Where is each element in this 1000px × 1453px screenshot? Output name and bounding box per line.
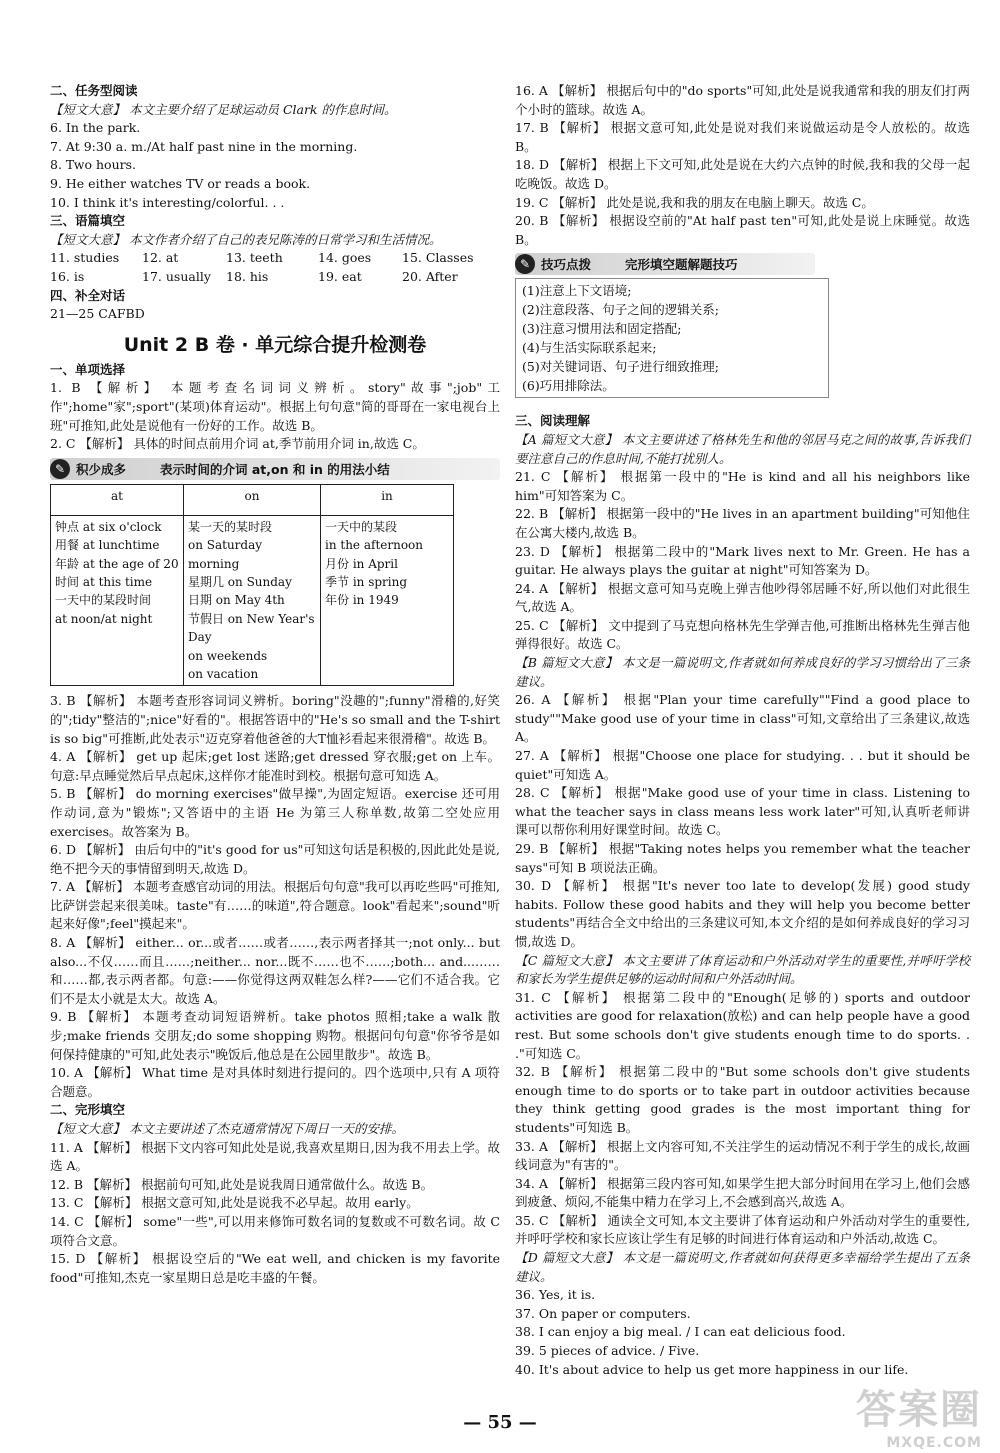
answer-item: 28. C 【解析】 根据"Make good use of your time in class. Listening to what the teacher says in class means less work later"可知,认真听老师讲课可以帮你利用好课堂时间。故选 C。: [515, 785, 970, 838]
answer-item: 17. B 【解析】 根据文意可知,此处是说对我们来说做运动是令人放松的。故选 B。: [515, 120, 970, 154]
section-title: 三、语篇填空: [50, 213, 126, 229]
section-title: 四、补全对话: [50, 287, 126, 303]
answer-item: 25. C 【解析】 文中提到了马克想向格林先生学弹吉他,可推断出格林先生弹吉他弹得很好。故选 C。: [515, 617, 970, 652]
answer-item: 40. It's about advice to help us get more happiness in our life.: [515, 1361, 909, 1377]
answer-item: 8. A 【解析】 either... or...或者……或者……,表示两者择其一;not only... but also...不仅……而且……;neither... nor...既不……也不……;both... and...……和……都,表示两者都。句意:——你觉得这两双鞋怎么样?——它们不适合我。它们不是太小就是太大。故选 A。: [50, 935, 500, 1006]
answer-item: 27. A 【解析】 根据"Choose one place for studying. . . but it should be quiet"可知选 A。: [515, 748, 970, 782]
summary: 【C 篇短文大意】 本文主要讲了体育运动和户外活动对学生的重要性,并呼吁学校和家长为学生提供足够的运动时间和户外活动时间。: [515, 952, 970, 987]
answer-line: 10. I think it's interesting/colorful. . .: [50, 194, 285, 210]
summary: 【短文大意】 本文主要介绍了足球运动员 Clark 的作息时间。: [50, 101, 397, 117]
answer-item: 36. Yes, it is.: [515, 1287, 596, 1303]
answer-line: 9. He either watches TV or reads a book.: [50, 175, 311, 191]
answer-item: 5. B 【解析】 do morning exercises"做早操",为固定短语。exercise 还可用作动词,意为"锻炼";又答语中的主语 He 为第三人称单数,故第二空处应用 exercises。故答案为 B。: [50, 786, 500, 839]
preposition-table: [50, 484, 454, 687]
skills-title: 完形填空题解题技巧: [625, 257, 738, 273]
table-cell: 某一天的某时段 on Saturday morning 星期几 on Sunday 日期 on May 4th 节假日 on New Year's Day on weekends on vacation: [183, 515, 320, 686]
watermark-main: 答案圈: [856, 1387, 982, 1433]
answer-item: 9. B 【解析】 本题考查动词短语辨析。take photos 照相;take a walk 散步;make friends 交朋友;do some shopping 购物。根据问句句意"你爷爷是如何保持健康的"可知,此处表示"晚饭后,他总是在公园里散步"。故选 B。: [50, 1009, 500, 1062]
answer-item: 23. D 【解析】 根据第二段中的"Mark lives next to Mr. Green. He has a guitar. He always plays the guitar at night"可知答案为 D。: [515, 543, 970, 578]
watermark-sub: MXQE.COM: [886, 1435, 982, 1451]
skill-item: (4)与生活实际联系起来;: [522, 340, 657, 356]
summary: 【B 篇短文大意】 本文是一篇说明文,作者就如何养成良好的学习习惯给出了三条建议。: [515, 655, 970, 689]
table-header: at: [51, 484, 184, 515]
answer-item: 22. B 【解析】 根据第一段中的"He lives in an apartment building"可知他住在公寓大楼内,故选 B。: [515, 506, 970, 540]
answer-row: [50, 249, 500, 268]
answer-item: 18. D 【解析】 根据上下文可知,此处是说在大约六点钟的时候,我和我的父母一起吃晚饭。故选 D。: [515, 157, 970, 191]
summary: 【短文大意】 本文主要讲述了杰克通常情况下周日一天的安排。: [50, 1121, 404, 1136]
watermark-logo: [856, 1378, 982, 1451]
tip-banner: [50, 458, 500, 480]
answer-item: 10. A 【解析】 What time 是对具体时刻进行提问的。四个选项中,只有 A 项符合题意。: [50, 1065, 500, 1099]
answer-cell: 14. goes: [318, 250, 372, 266]
answer-item: 4. A 【解析】 get up 起床;get lost 迷路;get dressed 穿衣服;get on 上车。句意:早点睡觉然后早点起床,这样你才能准时到校。根据句意可知选 A。: [50, 749, 500, 783]
skill-item: (6)巧用排除法。: [522, 378, 615, 394]
answer-item: 2. C 【解析】 具体的时间点前用介词 at,季节前用介词 in,故选 C。: [50, 436, 425, 452]
skills-banner: [515, 253, 815, 275]
answer-item: 32. B 【解析】 根据第二段中的"But some schools don't give students enough time to do sports or to take part in outdoor activities because they think getting good grades is the most important thing for students"可知选 B。: [515, 1064, 970, 1135]
answer-row: [50, 268, 500, 287]
skill-item: (2)注意段落、句子之间的逻辑关系;: [522, 302, 719, 318]
answer-item: 14. C 【解析】 some"一些",可以用来修饰可数名词的复数或不可数名词。故 C 项符合文意。: [50, 1213, 500, 1248]
answer-item: 39. 5 pieces of advice. / Five.: [515, 1343, 700, 1359]
answer-cell: 13. teeth: [226, 250, 283, 266]
section-title: 一、单项选择: [50, 361, 126, 377]
answer-item: 26. A 【解析】 根据"Plan your time carefully""Find a good place to study""Make good use of your time in class"可知,文章给出了三条建议,故选 A。: [515, 692, 970, 745]
answer-item: 35. C 【解析】 通读全文可知,本文主要讲了体育运动和户外活动对学生的重要性,并呼吁学校和家长应该让学生有足够的时间进行体育运动和户外活动,故选 C。: [515, 1212, 970, 1247]
answer-item: 16. A 【解析】 根据后句中的"do sports"可知,此处是说我通常和我的朋友们打两个小时的篮球。故选 A。: [515, 83, 970, 117]
answer-item: 20. B 【解析】 根据设空前的"At half past ten"可知,此处是说上床睡觉。故选 B。: [515, 213, 970, 247]
tip-title: 表示时间的介词 at,on 和 in 的用法小结: [160, 461, 390, 477]
answer-item: 1. B 【解析】 本题考查名词词义辨析。story"故事";job"工作";home"家";sport"(某项)体育运动"。根据上句句意"简的哥哥在一家电视台上班"可推知,此处是说他有一份好的工作。故选 B。: [50, 380, 500, 433]
answer-item: 34. A 【解析】 根据第三段内容可知,如果学生把大部分时间用在学习上,他们会感到疲惫、烦闷,不能集中精力在学习上,不会感到高兴,故选 A。: [515, 1175, 970, 1210]
table-cell: 钟点 at six o'clock 用餐 at lunchtime 年龄 at the age of 20 时间 at this time 一天中的某段时间 at noon/at night: [51, 515, 184, 686]
answer-line: 8. Two hours.: [50, 157, 136, 173]
table-cell: 一天中的某段 in the afternoon 月份 in April 季节 in spring 年份 in 1949: [321, 515, 454, 686]
skill-item: (5)对关键词语、句子进行细致推理;: [522, 359, 719, 375]
skill-item: (1)注意上下文语境;: [522, 283, 632, 299]
answer-item: 12. B 【解析】 根据前句可知,此处是说我周日通常做什么。故选 B。: [50, 1176, 434, 1192]
lightbulb-icon: ✎: [50, 459, 70, 479]
table-header: in: [321, 484, 454, 515]
answer-item: 3. B 【解析】 本题考查形容词词义辨析。boring"没趣的";funny"滑稽的,好笑的";tidy"整洁的";nice"好看的"。根据答语中的"He's so small and the T-shirt is so big"可推断,此处表示"迈克穿着他爸爸的大T恤衫看起来很滑稽"。故选 B。: [50, 693, 500, 746]
section-title: 二、任务型阅读: [50, 83, 138, 98]
summary: 【短文大意】 本文作者介绍了自己的表兄陈涛的日常学习和生活情况。: [50, 231, 442, 247]
answer-item: 13. C 【解析】 根据文意可知,此处是说我不必早起。故用 early。: [50, 1195, 419, 1211]
answer-cell: 18. his: [226, 268, 269, 284]
answer-cell: 11. studies: [50, 250, 120, 266]
lightbulb-icon: ✎: [515, 254, 535, 274]
answer-item: 24. A 【解析】 根据文意可知马克晚上弹吉他吵得邻居睡不好,所以他们对此很生气,故选 A。: [515, 580, 970, 615]
answer-line: 6. In the park.: [50, 120, 141, 136]
answer-cell: 17. usually: [142, 268, 211, 284]
answer-item: 7. A 【解析】 本题考查感官动词的用法。根据后句句意"我可以再吃些吗"可推知,比萨饼尝起来很美味。taste"有……的味道",符合题意。look"看起来";sound"听起来好像";feel"摸起来"。: [50, 879, 500, 932]
unit-title: Unit 2 B 卷 · 单元综合提升检测卷: [123, 333, 427, 356]
page-number: — 55 —: [463, 1412, 537, 1433]
left-column: [50, 82, 500, 1287]
answer-cell: 16. is: [50, 268, 85, 284]
answer-item: 21. C 【解析】 根据第一段中的"He is kind and all his neighbors like him"可知答案为 C。: [515, 469, 970, 503]
answer-item: 6. D 【解析】 由后句中的"it's good for us"可知这句话是积极的,因此此处是说,绝不把今天的事情留到明天,故选 D。: [50, 842, 500, 876]
answer-line: 21—25 CAFBD: [50, 306, 145, 322]
answer-cell: 12. at: [142, 250, 179, 266]
answer-item: 31. C 【解析】 根据第二段中的"Enough(足够的) sports and outdoor activities are good for relaxation(放松) and can help people have a good rest. But some schools don't give students enough time to do sports. . ."可知选 C。: [515, 989, 970, 1061]
skill-item: (3)注意习惯用法和固定搭配;: [522, 321, 682, 337]
answer-item: 15. D 【解析】 根据设空后的"We eat well, and chicken is my favorite food"可推知,杰克一家星期日总是吃丰盛的午餐。: [50, 1251, 500, 1285]
tip-label: 积少成多: [76, 461, 127, 477]
answer-item: 30. D 【解析】 根据"It's never too late to develop(发展) good study habits. Follow these good habits and they will help you become better students"再结合全文中给出的三条建议可知,本文介绍的是如何养成良好的学习习惯,故选 D。: [515, 878, 970, 949]
summary: 【D 篇短文大意】 本文是一篇说明文,作者就如何获得更多幸福给学生提出了五条建议。: [515, 1250, 970, 1284]
answer-line: 7. At 9:30 a. m./At half past nine in the morning.: [50, 138, 358, 154]
section-title: 三、阅读理解: [515, 413, 591, 429]
skills-list: [515, 278, 829, 398]
answer-item: 19. C 【解析】 此处是说,我和我的朋友在电脑上聊天。故选 C。: [515, 194, 874, 210]
answer-cell: 15. Classes: [402, 250, 474, 266]
answer-item: 33. A 【解析】 根据上文内容可知,不关注学生的运动情况不利于学生的成长,故画线词意为"有害的"。: [515, 1138, 970, 1173]
answer-item: 29. B 【解析】 根据"Taking notes helps you remember what the teacher says"可知 B 项说法正确。: [515, 841, 970, 875]
right-column: [515, 82, 970, 1379]
summary: 【A 篇短文大意】 本文主要讲述了格林先生和他的邻居马克之间的故事,告诉我们要注意自己的作息时间,不能打扰别人。: [515, 431, 970, 466]
answer-item: 37. On paper or computers.: [515, 1305, 691, 1321]
table-header: on: [183, 484, 320, 515]
answer-cell: 20. After: [402, 268, 458, 284]
answer-item: 38. I can enjoy a big meal. / I can eat delicious food.: [515, 1324, 846, 1340]
skills-label: 技巧点拨: [541, 257, 592, 273]
section-title: 二、完形填空: [50, 1102, 126, 1118]
answer-item: 11. A 【解析】 根据下文内容可知此处是说,我喜欢星期日,因为我不用去上学。故选 A。: [50, 1139, 500, 1174]
answer-cell: 19. eat: [318, 268, 362, 284]
